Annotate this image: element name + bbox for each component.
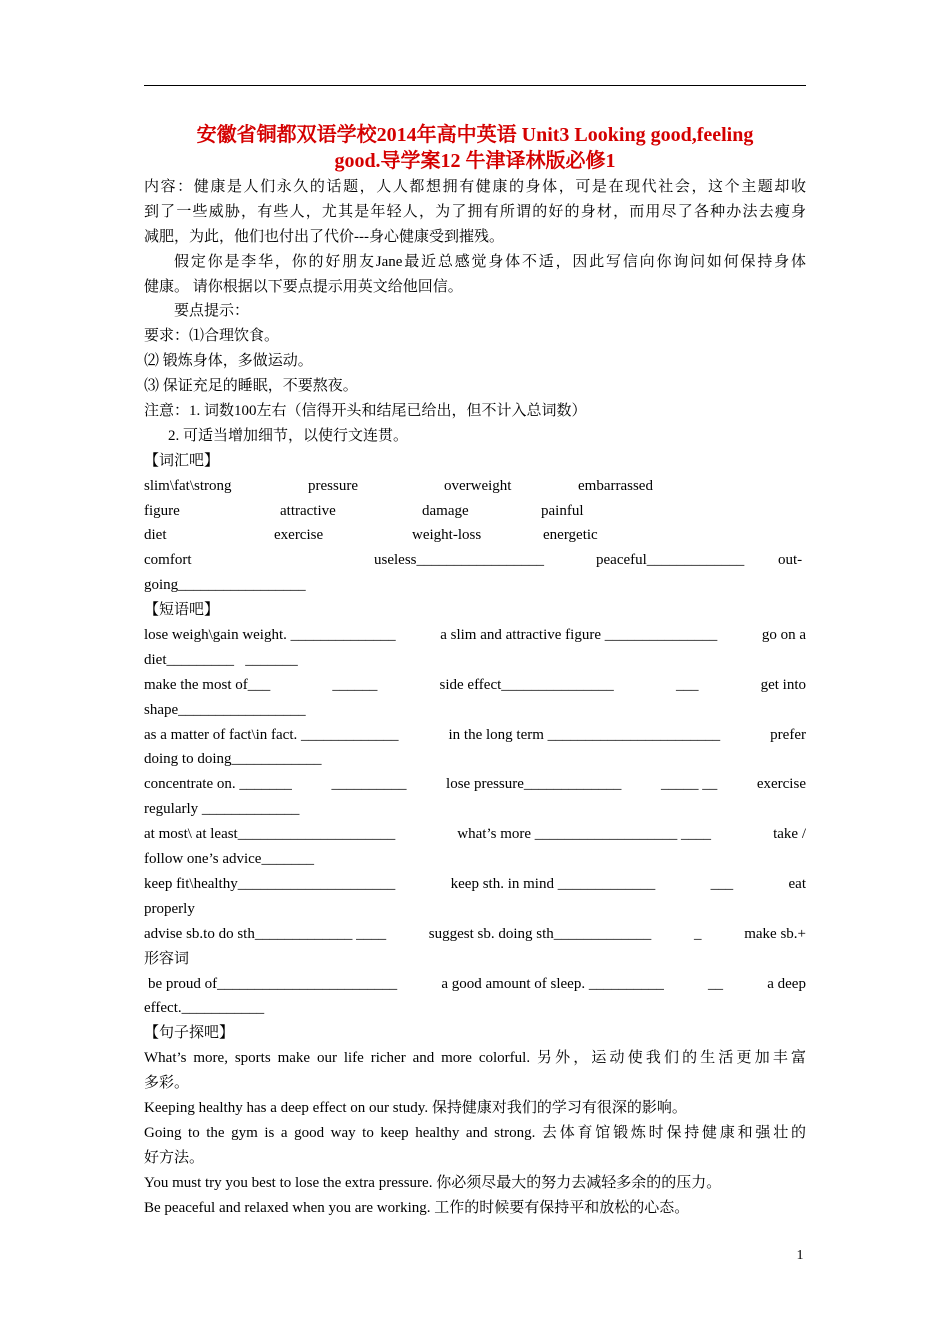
phrase-line: follow one’s advice_______ (144, 851, 314, 868)
phrase-line (144, 972, 806, 997)
vocab-word: diet (144, 527, 167, 544)
intro-line: ⑶ 保证充足的睡眠，不要熬夜。 (144, 378, 358, 395)
phrase: make the most of___ (144, 676, 271, 693)
sentence-line: Keeping healthy has a deep effect on our study. 保持健康对我们的学习有很深的影响。 (144, 1099, 687, 1116)
vocab-word: weight-loss (412, 527, 482, 544)
phrase: advise sb.to do sth_____________ ____ (144, 925, 387, 942)
phrase-line: shape_________________ (144, 701, 306, 718)
header-rule (144, 85, 806, 86)
phrases-heading: 【短语吧】 (144, 602, 220, 619)
vocab-row (144, 523, 806, 548)
phrase: lose weigh\gain weight. ______________ (144, 627, 396, 644)
phrase: _ (694, 925, 702, 942)
sentence-line: 好方法。 (144, 1149, 205, 1166)
intro-line: 要点提示： (174, 303, 250, 320)
title-line-1: 安徽省铜都双语学校2014年高中英语 Unit3 Looking good,feeling (196, 124, 754, 146)
phrase-line: regularly _____________ (144, 801, 300, 818)
phrase-line (144, 623, 806, 648)
vocab-word: energetic (543, 527, 598, 544)
phrase: _______ (245, 651, 298, 668)
vocab-heading: 【词汇吧】 (144, 452, 220, 469)
phrase: keep sth. in mind _____________ (450, 875, 656, 892)
phrase: lose pressure_____________ (446, 776, 622, 793)
intro-line: 健康。 请你根据以下要点提示用英文给他回信。 (144, 278, 463, 295)
phrase: in the long term _______________________ (448, 726, 721, 743)
phrase: be proud of________________________ (148, 975, 398, 992)
document-body (144, 175, 806, 1220)
document-title (144, 122, 806, 174)
vocab-word: attractive (280, 502, 336, 519)
phrase: a slim and attractive figure _______________ (440, 627, 718, 644)
intro-line: 到了一些威胁，有些人，尤其是年轻人，为了拥有所谓的好的身材，而用尽了各种办法去瘦身 (144, 203, 806, 220)
intro-line: 要求：⑴合理饮食。 (144, 328, 280, 345)
phrase: eat (788, 875, 806, 892)
phrase-line (144, 872, 806, 897)
vocab-word: slim\fat\strong (144, 477, 232, 494)
sentence-line: You must try you best to lose the extra pressure. 你必须尽最大的努力去减轻多余的的压力。 (144, 1174, 722, 1191)
phrase: a deep (767, 975, 806, 992)
phrase-line (144, 673, 806, 698)
phrase: __ (708, 975, 724, 992)
intro-line: 内容：健康是人们永久的话题，人人都想拥有健康的身体，可是在现代社会，这个主题却收 (144, 179, 806, 195)
sentences-heading: 【句子探吧】 (144, 1025, 235, 1042)
sentence-line: What’s more, sports make our life richer and more colorful. 另外，运动使我们的生活更加丰富 (144, 1050, 806, 1067)
phrase: exercise (756, 776, 806, 793)
vocab-word: useless_________________ (374, 552, 544, 569)
sentence-line: Going to the gym is a good way to keep healthy and strong. 去体育馆锻炼时保持健康和强壮的 (144, 1124, 806, 1141)
vocab-word: exercise (274, 527, 324, 544)
phrase-line (144, 648, 806, 673)
vocab-row (144, 474, 806, 499)
phrase: get into (760, 676, 806, 693)
vocab-word: painful (541, 502, 584, 519)
phrase: as a matter of fact\in fact. _____________ (144, 726, 399, 743)
phrase: ______ (332, 676, 378, 693)
intro-line: 2. 可适当增加细节，以使行文连贯。 (168, 427, 409, 444)
vocab-word: embarrassed (578, 477, 653, 494)
phrase: make sb.+ (744, 925, 806, 942)
phrase-line (144, 922, 806, 947)
phrase: _____ __ (661, 776, 718, 793)
phrase: ___ (675, 676, 699, 693)
phrase: what’s more ___________________ ____ (457, 826, 712, 843)
phrase: at most\ at least_____________________ (144, 826, 396, 843)
vocab-word: peaceful_____________ (596, 552, 745, 569)
intro-line: 减肥，为此，他们也付出了代价---身心健康受到摧残。 (144, 228, 504, 245)
sentence-line: 多彩。 (144, 1075, 190, 1092)
sentence-line: Be peaceful and relaxed when you are working. 工作的时候要有保持平和放松的心态。 (144, 1199, 690, 1216)
vocab-word: pressure (308, 477, 358, 494)
vocab-row: going_________________ (144, 577, 306, 594)
vocab-word: out- (778, 552, 803, 569)
vocab-word: overweight (444, 477, 512, 494)
intro-line: ⑵ 锻炼身体，多做运动。 (144, 353, 313, 370)
phrase: go on a (761, 627, 806, 644)
phrase: __________ (331, 776, 407, 793)
phrase-line: properly (144, 900, 195, 917)
phrase: keep fit\healthy_____________________ (144, 875, 396, 892)
page-number: 1 (796, 1248, 804, 1263)
vocab-row (144, 548, 806, 573)
vocab-word: figure (144, 502, 180, 519)
phrase: suggest sb. doing sth_____________ (428, 925, 652, 942)
phrase-line: doing to doing____________ (144, 751, 322, 768)
phrase-line (144, 772, 806, 797)
phrase-line (144, 822, 806, 847)
phrase: side effect_______________ (439, 676, 614, 693)
phrase: prefer (770, 726, 806, 743)
vocab-row (144, 499, 806, 524)
phrase: ___ (710, 875, 734, 892)
phrase-line (144, 723, 806, 748)
intro-line: 注意：1. 词数100左右（信得开头和结尾已给出，但不计入总词数） (144, 403, 587, 420)
phrase: diet_________ (144, 651, 234, 668)
title-line-2: good.导学案12 牛津译林版必修1 (334, 150, 616, 172)
phrase-line: effect.___________ (144, 1000, 265, 1017)
intro-line: 假定你是李华，你的好朋友Jane最近总感觉身体不适，因此写信向你询问如何保持身体 (174, 253, 806, 270)
phrase: take / (773, 826, 806, 843)
phrase: concentrate on. _______ (144, 776, 292, 793)
phrase-line: 形容词 (144, 950, 190, 967)
phrase: a good amount of sleep. __________ (441, 975, 664, 992)
vocab-word: comfort (144, 552, 192, 569)
vocab-word: damage (422, 502, 469, 519)
